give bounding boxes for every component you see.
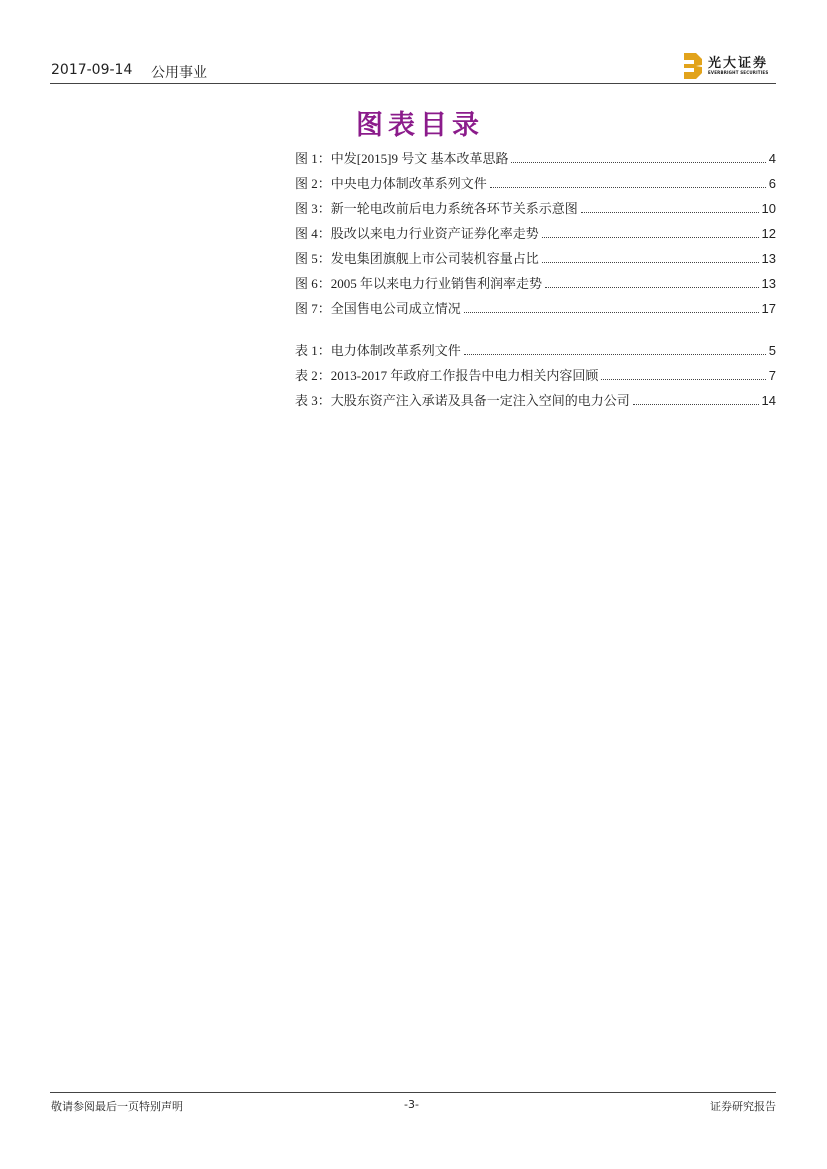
toc-entry-table-2[interactable] [295,365,776,383]
toc-entry-separator: ： [317,301,331,316]
logo-english-name: EVERBRIGHT SECURITIES [708,70,769,75]
toc-dot-leader [545,286,758,288]
toc-entry-separator: ： [317,276,331,291]
toc-entry-separator: ： [317,226,331,241]
toc-entry-title: 大股东资产注入承诺及具备一定注入空间的电力公司 [330,393,630,408]
toc-entry-title: 全国售电公司成立情况 [330,301,461,316]
toc-entry-label: 图 2 [295,176,318,191]
toc-entry-separator: ： [317,251,331,266]
toc-entry-separator: ： [317,176,331,191]
toc-entry-page: 6 [768,176,776,191]
toc-entry-label: 图 1 [295,151,318,166]
header-date: 2017-09-14 [51,62,133,78]
toc-entry-figure-7[interactable] [295,298,776,316]
toc-entry-title: 股改以来电力行业资产证券化率走势 [330,226,539,241]
toc-entry-label: 图 6 [295,276,318,291]
header-divider [50,83,776,84]
toc-title: 图表目录 [356,110,484,141]
toc-entry-separator: ： [317,343,331,358]
toc-entry-label: 表 1 [295,343,318,358]
toc-entry-figure-4[interactable] [295,223,776,241]
toc-entry-figure-2[interactable] [295,173,776,191]
toc-dot-leader [542,236,759,238]
footer-disclaimer-note: 敬请参阅最后一页特别声明 [51,1100,183,1113]
toc-dot-leader [633,403,759,405]
toc-entry-figure-3[interactable] [295,198,776,216]
toc-entry-table-1[interactable] [295,340,776,358]
toc-entry-title: 2005 年以来电力行业销售利润率走势 [330,276,543,291]
toc-entry-label: 表 2 [295,368,318,383]
toc-dot-leader [601,378,765,380]
toc-entry-page: 13 [761,251,776,266]
toc-entry-label: 图 3 [295,201,318,216]
toc-entry-page: 7 [768,368,776,383]
toc-entry-page: 13 [761,276,776,291]
toc-entry-figure-1[interactable] [295,148,776,166]
toc-dot-leader [581,211,759,213]
toc-entry-label: 图 7 [295,301,318,316]
toc-dot-leader [511,161,765,163]
toc-entry-separator: ： [317,201,331,216]
toc-entry-page: 5 [768,343,776,358]
toc-entry-title: 新一轮电改前后电力系统各环节关系示意图 [330,201,578,216]
toc-dot-leader [490,186,766,188]
toc-entry-title: 电力体制改革系列文件 [330,343,461,358]
toc-entry-separator: ： [317,393,331,408]
toc-dot-leader [542,261,759,263]
toc-entry-page: 14 [761,393,776,408]
toc-entry-label: 图 5 [295,251,318,266]
toc-entry-title: 中央电力体制改革系列文件 [330,176,487,191]
logo-mark-icon [684,53,704,79]
toc-entry-page: 17 [761,301,776,316]
header-sector: 公用事业 [151,65,207,81]
toc-entry-title: 中发[2015]9 号文 基本改革思路 [330,151,509,166]
company-logo [684,52,778,80]
toc-entry-label: 图 4 [295,226,318,241]
toc-entry-page: 4 [768,151,776,166]
toc-dot-leader [464,353,766,355]
toc-entry-title: 发电集团旗舰上市公司装机容量占比 [330,251,539,266]
toc-entry-label: 表 3 [295,393,318,408]
toc-entry-separator: ： [317,151,331,166]
toc-entry-table-3[interactable] [295,390,776,408]
toc-entry-figure-6[interactable] [295,273,776,291]
toc-entry-page: 12 [761,226,776,241]
footer-report-type: 证券研究报告 [710,1100,776,1113]
footer-divider [50,1092,776,1093]
toc-dot-leader [464,311,759,313]
page-number: -3- [404,1098,419,1111]
toc-entry-title: 2013-2017 年政府工作报告中电力相关内容回顾 [330,368,599,383]
toc-entry-separator: ： [317,368,331,383]
toc-entry-page: 10 [761,201,776,216]
logo-chinese-name: 光大证券 [708,56,769,71]
toc-entry-figure-5[interactable] [295,248,776,266]
